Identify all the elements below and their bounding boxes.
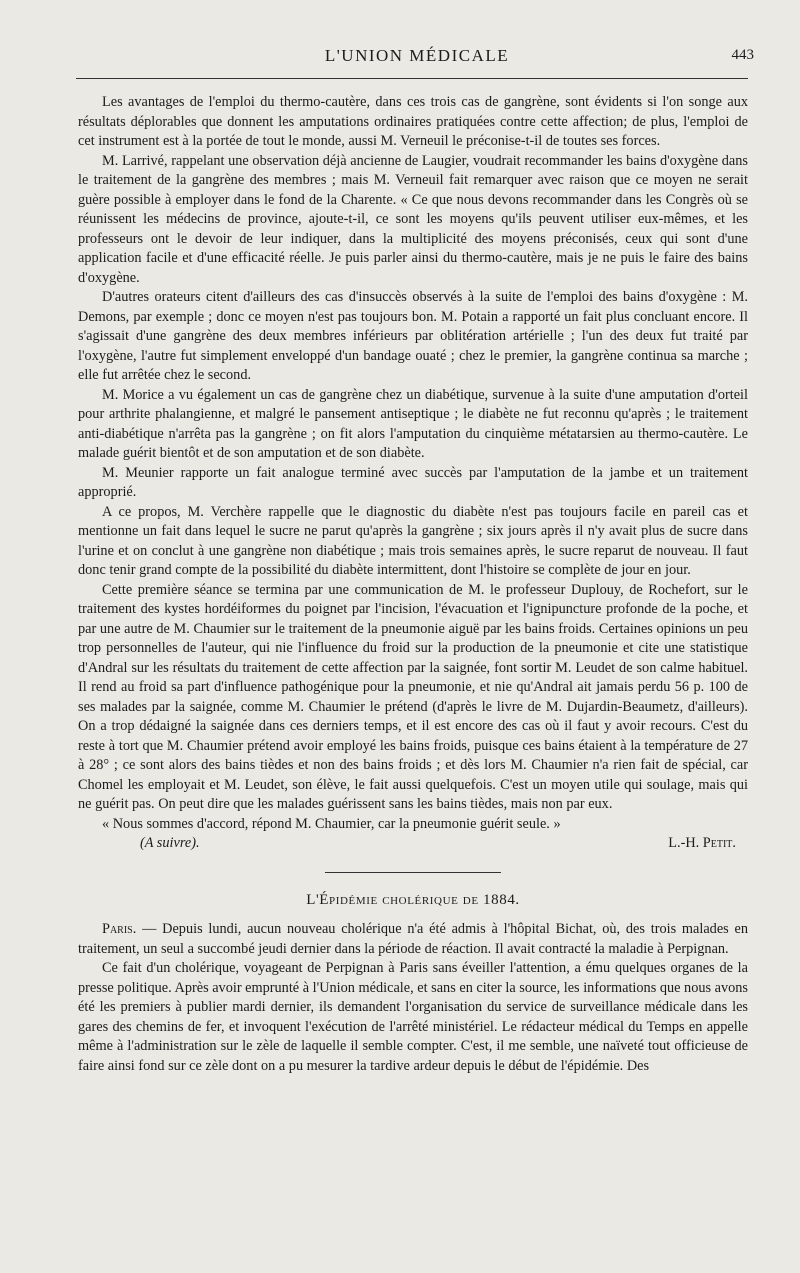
- paragraph: M. Meunier rapporte un fait analogue terminé avec succès par l'amputation de la jambe et un traitement approprié.: [78, 464, 748, 500]
- article-body: [78, 93, 748, 1076]
- paragraph: Cette première séance se termina par une communication de M. le professeur Duplouy, de Rochefort, sur le traitement des kystes hordéiformes du poignet par l'incision, l'évacuation et l'ignipuncture profonde de la poche, et par une autre de M. Chaumier sur le traitement de la pneumonie aiguë par les bains froids. Certaines opinions un peu trop personnelles de l'auteur, qui nie l'influence du froid sur la production de la pneumonie et cite une statistique d'Andral sur les résultats du traitement de cette affection par la saignée, font sortir M. Leudet de son calme habituel. Il rend au froid sa part d'influence pathogénique pour la pneumonie, et nie qu'Andral ait jamais perdu 56 p. 100 de ses malades par la saignée, comme M. Chaumier le prétend (d'après le livre de M. Dujardin-Beaumetz, d'ailleurs). On a trop dédaigné la saignée dans ces derniers temps, et il est encore des cas où il faut y avoir recours. C'est du reste à tort que M. Chaumier prétend avoir employé les bains froids, puisque ces bains étaient à la température de 27 à 28° ; ce sont alors des bains tièdes et non des bains froids ; et dès lors M. Chaumier n'a rien fait de spécial, car Chomel les employait et M. Leudet, son élève, le fait aussi quelquefois. C'est un moyen utile qui soulage, mais qui ne guérit pas. On peut dire que les malades guérissent sans les bains tièdes, mais non par eux.: [78, 581, 748, 812]
- paragraph: [78, 959, 748, 1076]
- paragraph-text: — Depuis lundi, aucun nouveau cholérique n'a été admis à l'hôpital Bichat, où, des trois malades en traitement, un seul a succombé jeudi dernier dans la période de réaction. Il avait contracté la maladie à Perpignan.: [78, 921, 748, 957]
- paragraph: A ce propos, M. Verchère rappelle que le diagnostic du diabète n'est pas toujours facile en pareil cas et mentionne un fait dans lequel le sucre ne parut qu'après la gangrène ; six jours après il n'y avait plus de sucre dans l'urine et on conclut à une gangrène non diabétique ; mais trois semaines après, le sucre reparut de nouveau. Il faut donc tenir grand compte de la possibilité du diabète intermittent, dont l'histoire se complète de jour en jour.: [78, 503, 748, 578]
- section-divider: [325, 872, 501, 873]
- header-rule: [76, 78, 748, 79]
- to-be-continued: (A suivre).: [140, 835, 200, 851]
- signature-line: [78, 834, 748, 854]
- running-head: [76, 46, 758, 72]
- paragraph: « Nous sommes d'accord, répond M. Chaumier, car la pneumonie guérit seule. »: [102, 815, 561, 832]
- paragraph: M. Larrivé, rappelant une observation déjà ancienne de Laugier, voudrait recommander les bains d'oxygène dans le traitement de la gangrène des membres ; mais M. Verneuil fait remarquer avec raison que ce moyen ne serait guère possible à employer dans le fond de la Charente. « Ce que nous devons recommander dans les Congrès où se réunissent les médecins de province, ajoute-t-il, ce sont les moyens qu'ils peuvent utiliser eux-mêmes, et les professeurs ont le devoir de leur indiquer, dans la multiplicité des moyens préconisés, ceux qui sont d'une application facile et d'une efficacité réelle. Je puis parler ainsi du thermo-cautère, mais je ne puis le faire des bains d'oxygène.: [78, 152, 748, 286]
- section-title-year: 1884.: [483, 891, 520, 908]
- paragraph: M. Morice a vu également un cas de gangrène chez un diabétique, survenue à la suite d'une amputation d'orteil pour arthrite phalangienne, et malgré le pansement antiseptique ; le diabète ne fut reconnu qu'après ; le traitement anti-diabétique n'arrêta pas la gangrène ; on fit alors l'amputation du cinquième métatarsien au thermo-cautère. Le malade guérit bientôt et de son amputation et de son diabète.: [78, 386, 748, 461]
- author-signature: L.-H. Petit.: [668, 835, 736, 851]
- page-number: 443: [731, 47, 754, 63]
- paragraph: Les avantages de l'emploi du thermo-cautère, dans ces trois cas de gangrène, sont évidents si l'on songe aux résultats déplorables que donnent les amputations ordinaires pratiquées contre cette affection; de plus, l'emploi de cet instrument est à la portée de tout le monde, aussi M. Verneuil le préconise-t-il de toutes ses forces.: [78, 94, 748, 149]
- paragraph: D'autres orateurs citent d'ailleurs des cas d'insuccès observés à la suite de l'emploi des bains d'oxygène : M. Demons, par exemple ; donc ce moyen n'est pas toujours bon. M. Potain a rapporté un fait plus concluant encore. Il s'agissait d'une gangrène des deux membres inférieurs par oblitération artérielle ; l'un des deux fut traité par l'oxygène, l'autre fut simplement enveloppé d'un bandage ouaté ; chez le premier, la gangrène continua sa marche ; elle fut arrêtée chez le second.: [78, 289, 748, 383]
- journal-title: L'UNION MÉDICALE: [324, 46, 510, 65]
- section-title-text: L'Épidémie cholérique de: [306, 891, 479, 908]
- section-title: [78, 891, 748, 911]
- section-body: [78, 920, 748, 1076]
- paragraph-lead: Paris.: [102, 921, 137, 937]
- paragraph: [78, 920, 748, 959]
- paragraph-text: Ce fait d'un cholérique, voyageant de Perpignan à Paris sans éveiller l'attention, a ému quelques organes de la presse politique. Après avoir emprunté à l'Union médicale, et sans en citer la source, les informations que nous avons été les premiers à publier mardi dernier, ils demandent l'organisation du service de surveillance médicale dans les gares des chemins de fer, et invoquent l'exécution de l'arrêté ministériel. Le rédacteur médical du Temps en appelle même à l'administration sur le zèle de laquelle il semble compter. C'est, il me semble, une naïveté tout officieuse de faire ainsi fond sur ce zèle dont on a pu mesurer la tardive ardeur depuis le début de l'épidémie. Des: [78, 960, 748, 1074]
